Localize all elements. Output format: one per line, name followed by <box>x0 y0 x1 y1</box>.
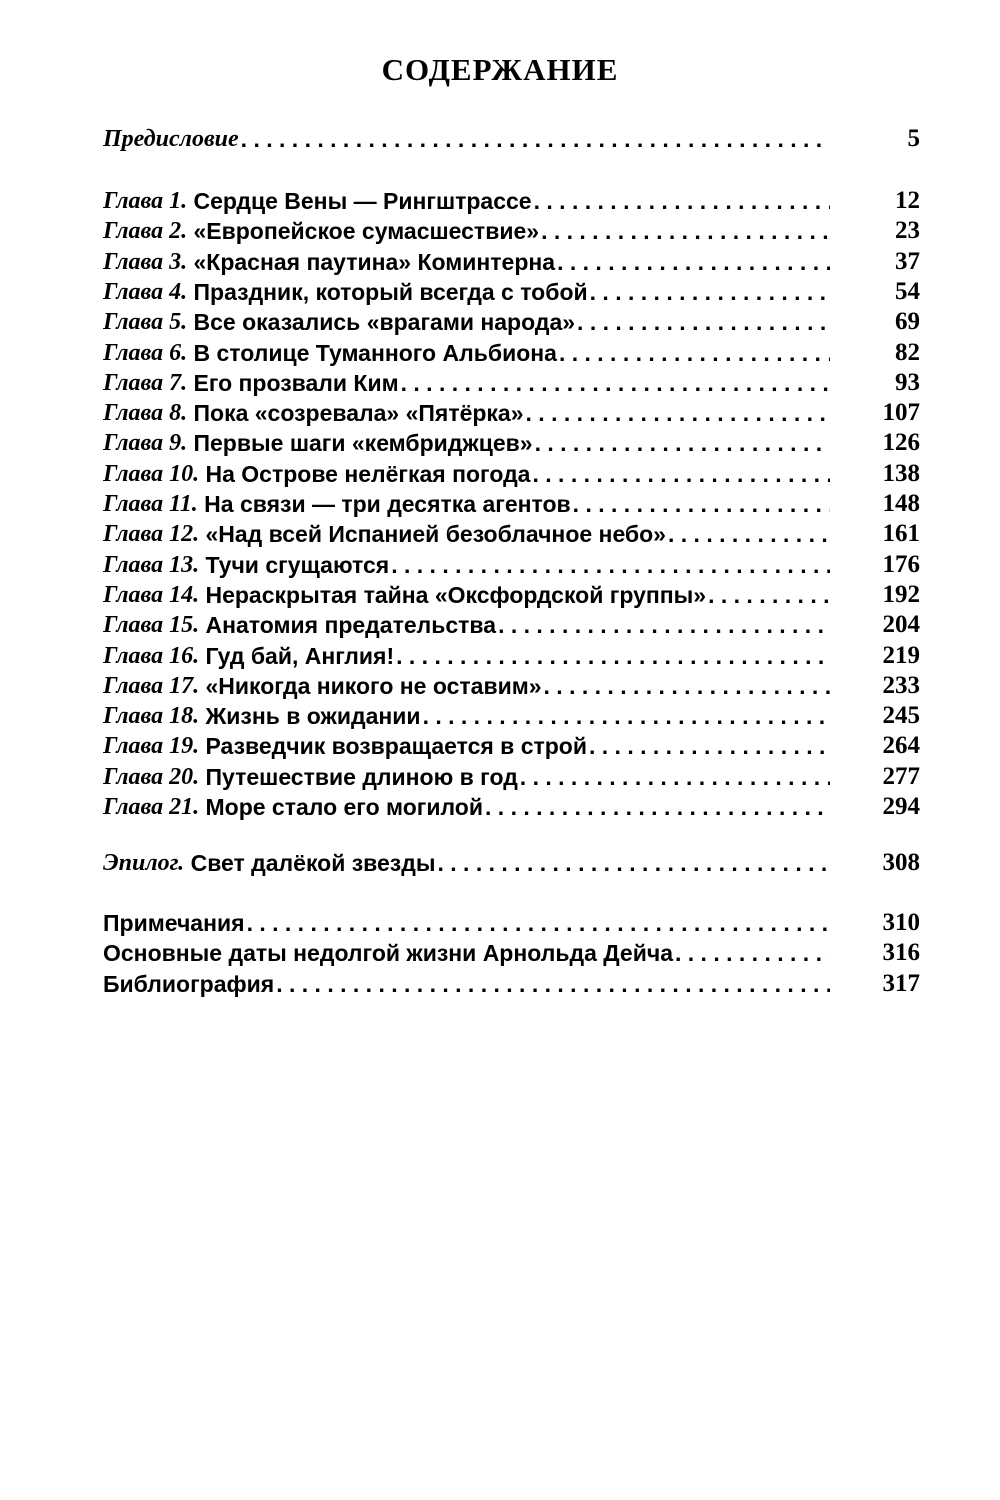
toc-entry-text: Основные даты недолгой жизни Арнольда Дейча <box>103 940 673 967</box>
dot-leader <box>396 641 830 671</box>
toc-entry[interactable] <box>103 550 920 580</box>
toc-page-number: 148 <box>882 490 920 517</box>
toc-entry-label: Глава 15. <box>103 612 200 639</box>
toc-entry-label: Глава 19. <box>103 733 200 760</box>
toc-entry-text: Примечания <box>103 910 245 936</box>
toc-entry-label: Глава 16. <box>103 642 200 669</box>
dot-leader <box>485 792 830 822</box>
toc-entry-title <box>103 938 830 968</box>
toc-entry-label: Глава 3. <box>103 248 188 275</box>
toc-page-number: 69 <box>895 308 920 336</box>
toc-page-number: 310 <box>882 909 920 936</box>
toc-entry-text: «Никогда никого не оставим» <box>205 672 542 699</box>
dot-leader <box>241 124 830 154</box>
toc-page-number: 233 <box>882 671 920 699</box>
dot-leader <box>668 519 830 549</box>
toc-entry[interactable] <box>103 762 920 792</box>
toc-entry-title <box>103 792 830 822</box>
toc-entry-label: Глава 2. <box>103 218 188 245</box>
dot-leader <box>541 216 830 246</box>
toc-entry-text: Нераскрытая тайна «Оксфордской группы» <box>205 581 707 608</box>
toc-entry-text: Свет далёкой звезды <box>190 850 436 876</box>
toc-page-number: 82 <box>895 338 920 366</box>
toc-page-number: 5 <box>907 125 920 152</box>
toc-entry[interactable] <box>103 641 920 671</box>
toc-entry[interactable] <box>103 489 920 519</box>
toc-entry-text: «Над всей Испанией безоблачное небо» <box>205 521 666 548</box>
toc-entry[interactable] <box>103 610 920 640</box>
toc-entry-title <box>103 216 830 246</box>
toc-entry-title <box>103 580 830 610</box>
toc-entry[interactable] <box>103 459 920 489</box>
dot-leader <box>589 731 830 761</box>
dot-leader <box>520 762 830 792</box>
toc-page-number: 264 <box>882 732 920 760</box>
toc-page-number: 107 <box>882 399 920 427</box>
toc-entry-label: Глава 18. <box>103 703 200 730</box>
toc-entry-title <box>103 186 830 216</box>
toc-entry[interactable] <box>103 247 920 277</box>
toc-entry[interactable] <box>103 307 920 337</box>
toc-entry-label: Глава 9. <box>103 430 188 457</box>
toc-entry-label: Предисловие <box>103 126 239 152</box>
toc-entry-label: Глава 20. <box>103 763 200 790</box>
toc-entry-text: Разведчик возвращается в строй <box>205 733 587 760</box>
toc-entry-label: Глава 5. <box>103 309 188 336</box>
toc-entry[interactable] <box>103 848 920 878</box>
toc-entry-text: В столице Туманного Альбиона <box>193 339 557 366</box>
toc-entry-title <box>103 519 830 549</box>
toc-entry-title <box>103 459 830 489</box>
toc-entry-title <box>103 731 830 761</box>
toc-entry-text: Море стало его могилой <box>205 794 484 820</box>
toc-entry-text: «Европейское сумасшествие» <box>193 218 540 245</box>
toc-page-number: 277 <box>882 762 920 790</box>
dot-leader <box>535 428 830 458</box>
toc-entry[interactable] <box>103 938 920 968</box>
toc-entry[interactable] <box>103 701 920 731</box>
toc-entry[interactable] <box>103 124 920 154</box>
toc-entry-title <box>103 908 830 938</box>
toc-entry-text: Путешествие длиною в год <box>205 763 518 790</box>
toc-entry-title <box>103 338 830 368</box>
toc-entry-text: Гуд бай, Англия! <box>205 642 395 669</box>
toc-page-number: 161 <box>882 520 920 548</box>
dot-leader <box>577 307 830 337</box>
dot-leader <box>544 671 830 701</box>
toc-entry[interactable] <box>103 908 920 938</box>
toc-entry-title <box>103 368 830 398</box>
toc-entry-title <box>103 277 830 307</box>
toc-entry-title <box>103 848 830 878</box>
toc-entry-text: Праздник, который всегда с тобой <box>193 278 588 305</box>
dot-leader <box>590 277 830 307</box>
toc-entry-text: Его прозвали Ким <box>193 369 399 396</box>
dot-leader <box>498 610 830 640</box>
dot-leader <box>423 701 830 731</box>
toc-entry-label: Эпилог. <box>103 850 185 876</box>
dot-leader <box>526 398 830 428</box>
dot-leader <box>573 489 830 519</box>
dot-leader <box>559 338 830 368</box>
toc-entry[interactable] <box>103 216 920 246</box>
dot-leader <box>532 459 830 489</box>
toc-entry[interactable] <box>103 368 920 398</box>
toc-entry-label: Глава 13. <box>103 551 200 578</box>
toc-entry-label: Глава 8. <box>103 400 188 427</box>
toc-heading: СОДЕРЖАНИЕ <box>381 52 619 87</box>
toc-entry[interactable] <box>103 969 920 999</box>
toc-entry-label: Глава 7. <box>103 369 188 396</box>
toc-entry[interactable] <box>103 277 920 307</box>
toc-page-number: 219 <box>882 641 920 669</box>
toc-page-number: 126 <box>882 429 920 457</box>
toc-entry-label: Глава 6. <box>103 339 188 366</box>
dot-leader <box>437 848 830 878</box>
toc-entry-title <box>103 610 830 640</box>
toc-page-number: 316 <box>882 939 920 967</box>
toc-page-number: 294 <box>882 793 920 820</box>
toc-entry-title <box>103 969 830 999</box>
toc-entry-label: Глава 12. <box>103 521 200 548</box>
toc-entry-title <box>103 671 830 701</box>
toc-page-number: 245 <box>882 702 920 730</box>
toc-entry-text: Библиография <box>103 970 275 997</box>
toc-page-number: 54 <box>895 277 920 305</box>
toc-entry-text: На связи — три десятка агентов <box>204 491 571 517</box>
toc-entry-label: Глава 1. <box>103 188 188 214</box>
toc-entry-title <box>103 124 830 154</box>
toc-entry-label: Глава 11. <box>103 491 198 517</box>
dot-leader <box>247 908 830 938</box>
toc-page-number: 138 <box>882 459 920 487</box>
dot-leader <box>708 580 830 610</box>
toc-page-number: 93 <box>895 368 920 396</box>
toc-entry-title <box>103 398 830 428</box>
toc-entry-text: Жизнь в ожидании <box>205 703 421 730</box>
toc-entry[interactable] <box>103 671 920 701</box>
toc-entry-label: Глава 17. <box>103 672 200 699</box>
toc-entry-title <box>103 489 830 519</box>
toc-entry-title <box>103 762 830 792</box>
toc-entry[interactable] <box>103 338 920 368</box>
toc-page-number: 176 <box>882 550 920 578</box>
dot-leader <box>534 186 830 216</box>
dot-leader <box>401 368 830 398</box>
toc-entry-text: Сердце Вены — Рингштрассе <box>193 188 532 214</box>
toc-entry-label: Глава 10. <box>103 460 200 487</box>
toc-entry-text: Первые шаги «кембриджцев» <box>193 430 533 457</box>
toc-entry[interactable] <box>103 186 920 216</box>
toc-entry-text: Пока «созревала» «Пятёрка» <box>193 400 524 427</box>
toc-entry-title <box>103 428 830 458</box>
toc-entry[interactable] <box>103 580 920 610</box>
dot-leader <box>675 938 830 968</box>
toc-page-number: 12 <box>895 187 920 214</box>
toc-page-number: 192 <box>882 580 920 608</box>
toc-entry-text: «Красная паутина» Коминтерна <box>193 248 556 275</box>
toc-entry-title <box>103 701 830 731</box>
toc-entry-title <box>103 307 830 337</box>
dot-leader <box>557 247 830 277</box>
dot-leader <box>391 550 830 580</box>
toc-entry[interactable] <box>103 792 920 822</box>
toc-page-number: 204 <box>882 611 920 639</box>
toc-entry-title <box>103 247 830 277</box>
toc-entry[interactable] <box>103 731 920 761</box>
toc-page-number: 23 <box>895 217 920 245</box>
toc-entry[interactable] <box>103 428 920 458</box>
dot-leader <box>276 969 830 999</box>
toc-entry[interactable] <box>103 519 920 549</box>
toc-entry-label: Глава 21. <box>103 794 200 820</box>
toc-entry-label: Глава 14. <box>103 581 200 608</box>
toc-page-number: 308 <box>882 849 920 876</box>
toc-entry-text: Все оказались «врагами народа» <box>193 309 576 336</box>
toc-entry-label: Глава 4. <box>103 278 188 305</box>
toc-entry[interactable] <box>103 398 920 428</box>
toc-entry-text: Анатомия предательства <box>205 612 497 639</box>
toc-entry-title <box>103 641 830 671</box>
toc-entry-text: На Острове нелёгкая погода <box>205 460 531 487</box>
toc-page-number: 37 <box>895 247 920 275</box>
toc-page-number: 317 <box>882 969 920 997</box>
toc-entry-text: Тучи сгущаются <box>205 551 390 578</box>
toc-entry-title <box>103 550 830 580</box>
